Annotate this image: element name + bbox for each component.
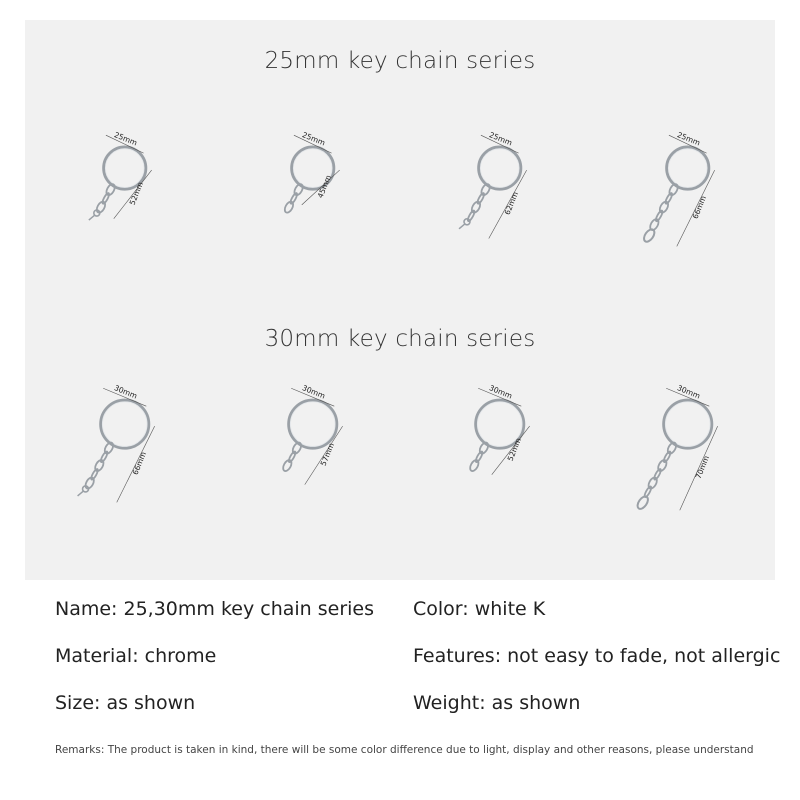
eye-pin-stem	[459, 224, 465, 229]
ring-size-label: 25mm	[300, 130, 327, 148]
product-row-30mm	[25, 362, 775, 577]
ring-size-label: 30mm	[675, 383, 702, 401]
length-size-label: 66mm	[690, 194, 708, 221]
split-ring	[101, 400, 149, 448]
eye-pin-stem	[78, 491, 84, 496]
split-ring	[666, 147, 708, 189]
chain-link	[653, 468, 662, 480]
spec-material: Material: chrome	[55, 645, 217, 667]
chain-link	[289, 192, 298, 204]
chain-link	[100, 451, 109, 463]
keychain-25mm-item-3	[400, 108, 588, 298]
ring-size-label: 30mm	[487, 383, 514, 401]
spec-name: Name: 25,30mm key chain series	[55, 598, 375, 620]
keychain-25mm-item-4	[588, 108, 776, 298]
chain-link	[281, 459, 293, 473]
length-size-label: 45mm	[315, 173, 333, 200]
chain-link	[283, 200, 295, 214]
chain-link	[287, 451, 296, 463]
ring-highlight	[665, 402, 710, 447]
keychain-image	[213, 362, 401, 577]
keychain-image	[588, 108, 776, 298]
lobster-clasp	[635, 495, 650, 511]
chain-link	[664, 192, 673, 204]
product-row-25mm	[25, 108, 775, 298]
keychain-25mm-item-1	[25, 108, 213, 298]
length-size-label: 66mm	[130, 450, 149, 477]
chain-link	[468, 459, 480, 473]
chain-link	[84, 476, 96, 490]
spec-features: Features: not easy to fade, not allergic	[413, 645, 781, 667]
length-size-label: 70mm	[693, 454, 711, 481]
chain-link	[475, 451, 484, 463]
split-ring	[663, 400, 711, 448]
keychain-image	[213, 108, 401, 298]
spec-row	[55, 598, 795, 645]
ring-size-label: 30mm	[300, 383, 327, 401]
length-size-label: 52mm	[127, 180, 146, 207]
keychain-25mm-item-2	[213, 108, 401, 298]
spec-row	[55, 645, 795, 692]
ring-highlight	[290, 402, 335, 447]
lobster-clasp	[641, 228, 656, 244]
spec-color: Color: white K	[413, 598, 546, 620]
keychain-image	[25, 362, 213, 577]
chain-link	[95, 200, 107, 214]
chain-link	[476, 192, 485, 204]
chain-link	[662, 451, 671, 463]
keychain-30mm-item-2	[213, 362, 401, 577]
ring-highlight	[668, 149, 707, 188]
keychain-30mm-item-4	[588, 362, 776, 577]
keychain-30mm-item-3	[400, 362, 588, 577]
ring-size-label: 25mm	[675, 130, 702, 148]
eye-pin-stem	[89, 215, 95, 220]
remarks-note: Remarks: The product is taken in kind, there will be some color difference due to light, display and other reasons, please understand	[55, 744, 754, 756]
section-title-25mm: 25mm key chain series	[264, 48, 536, 74]
section-title-30mm: 30mm key chain series	[264, 326, 536, 352]
length-size-label: 62mm	[502, 190, 521, 217]
product-specs	[55, 598, 795, 739]
keychain-30mm-item-1	[25, 362, 213, 577]
keychain-image	[400, 362, 588, 577]
ring-size-label: 25mm	[487, 130, 514, 148]
spec-row	[55, 692, 795, 739]
ring-size-label: 30mm	[112, 383, 139, 401]
chain-link	[467, 210, 476, 222]
length-size-label: 57mm	[318, 441, 336, 468]
split-ring	[288, 400, 336, 448]
length-size-label: 52mm	[505, 436, 524, 463]
keychain-image	[400, 108, 588, 298]
split-ring	[479, 147, 521, 189]
ring-size-label: 25mm	[112, 130, 139, 148]
chain-link	[101, 192, 110, 204]
ring-highlight	[480, 149, 519, 188]
spec-weight: Weight: as shown	[413, 692, 581, 714]
keychain-image	[25, 108, 213, 298]
spec-size: Size: as shown	[55, 692, 196, 714]
panel-25mm-series	[25, 20, 775, 300]
keychain-image	[588, 362, 776, 577]
ring-highlight	[102, 402, 147, 447]
panel-30mm-series	[25, 300, 775, 580]
chain-link	[654, 210, 663, 222]
chain-link	[90, 468, 99, 480]
